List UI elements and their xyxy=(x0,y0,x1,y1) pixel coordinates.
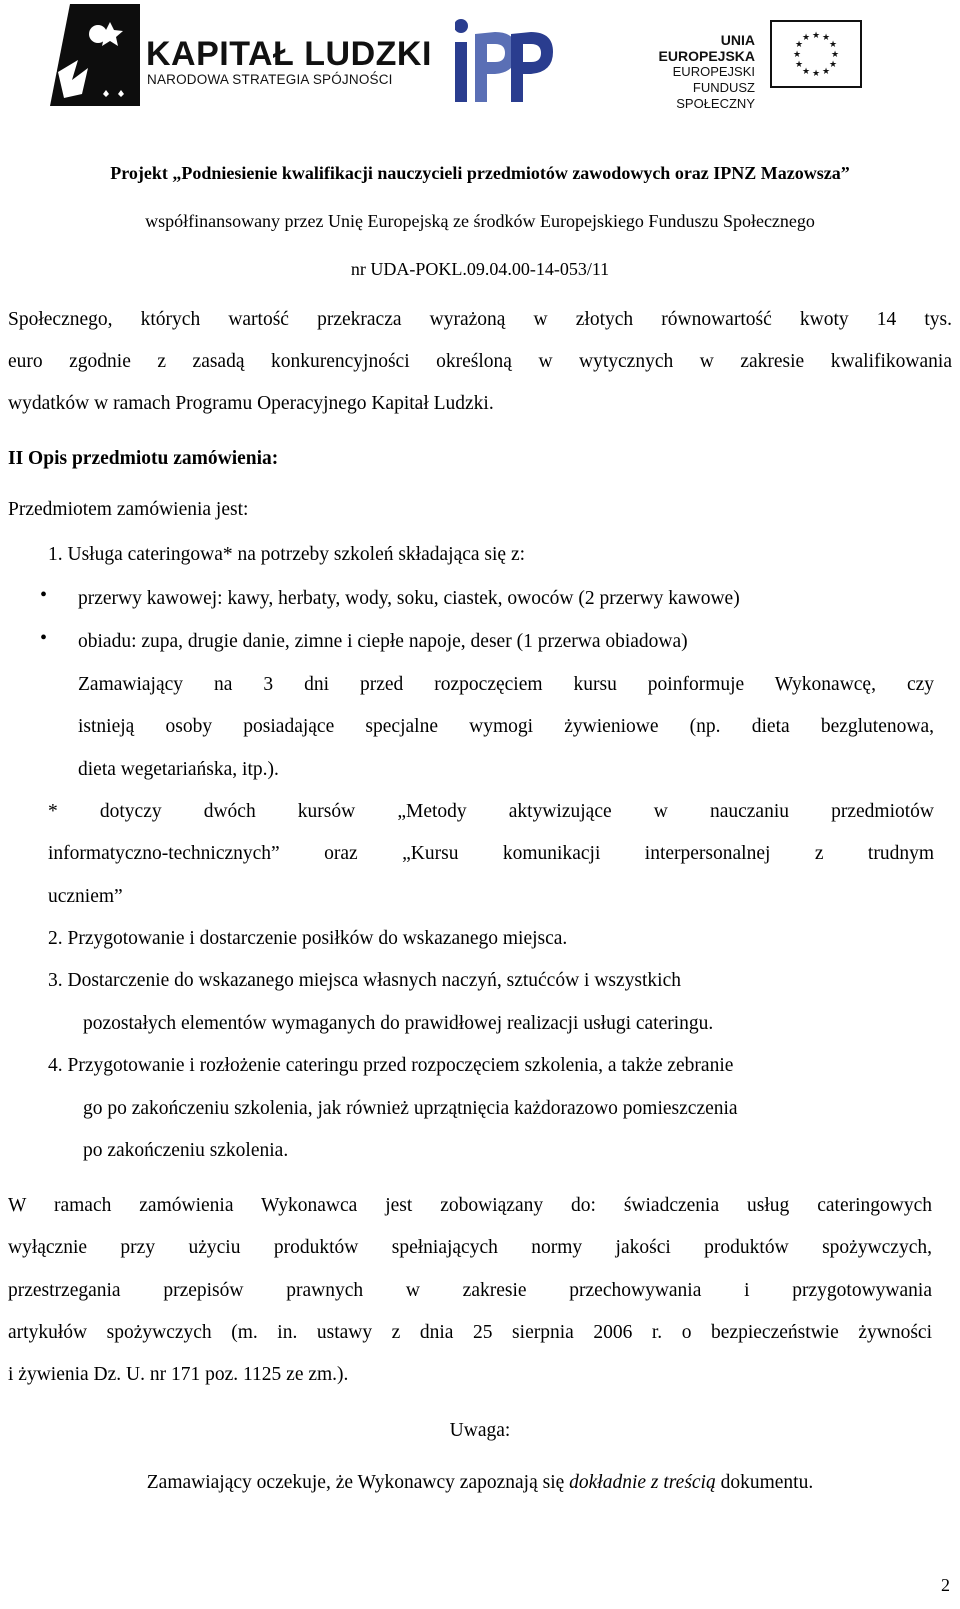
intro-line-1: Społecznego, których wartość przekracza wyrażoną w złotych równowartość kwoty 14 tys. xyxy=(8,309,952,330)
section-heading: II Opis przedmiotu zamówienia: xyxy=(8,448,279,469)
svg-text:★: ★ xyxy=(811,69,821,79)
paragraph-line-1: W ramach zamówienia Wykonawca jest zobowiązany do: świadczenia usług cateringowych xyxy=(8,1195,932,1216)
eu-line-2: EUROPEJSKI xyxy=(672,64,755,79)
note-line-2: istnieją osoby posiadające specjalne wymogi żywieniowe (np. dieta bezglutenowa, xyxy=(78,716,934,737)
intro-line-2: euro zgodnie z zasadą konkurencyjności określoną w wytycznych w zakresie kwalifikowania xyxy=(8,351,952,372)
footnote-line-3: uczniem” xyxy=(48,886,123,907)
eu-line-3: FUNDUSZ SPOŁECZNY xyxy=(676,80,755,111)
note-line-3: dieta wegetariańska, itp.). xyxy=(78,759,279,780)
kapital-ludzki-emblem-icon xyxy=(48,2,144,108)
final-note-emphasis: dokładnie z treścią xyxy=(569,1472,716,1493)
svg-text:★: ★ xyxy=(794,40,804,50)
bullet-item-1: przerwy kawowej: kawy, herbaty, wody, soku, ciastek, owoców (2 przerwy kawowe) xyxy=(78,588,740,609)
footnote-line-1: * dotyczy dwóch kursów „Metody aktywizujące w nauczaniu przedmiotów xyxy=(48,801,934,822)
footnote-line-2: informatyczno-technicznych” oraz „Kursu komunikacji interpersonalnej z trudnym xyxy=(48,843,934,864)
svg-text:★: ★ xyxy=(828,40,838,50)
paragraph-line-5: i żywienia Dz. U. nr 171 poz. 1125 ze zm.). xyxy=(8,1364,349,1385)
list-item-4-line-2: go po zakończeniu szkolenia, jak również uprzątnięcia każdorazowo pomieszczenia xyxy=(83,1098,738,1119)
svg-text:★: ★ xyxy=(811,31,821,41)
project-title: Projekt „Podniesienie kwalifikacji nauczycieli przedmiotów zawodowych oraz IPNZ Mazowsza” xyxy=(110,163,850,183)
eu-line-1: UNIA EUROPEJSKA xyxy=(658,32,755,64)
list-item-4-line-1: 4. Przygotowanie i rozłożenie cateringu przed rozpoczęciem szkolenia, a także zebranie xyxy=(48,1055,734,1076)
eu-flag-icon xyxy=(770,20,862,88)
paragraph-line-3: przestrzegania przepisów prawnych w zakresie przechowywania i przygotowywania xyxy=(8,1280,932,1301)
svg-text:★: ★ xyxy=(794,60,804,70)
note-line-1: Zamawiający na 3 dni przed rozpoczęciem kursu poinformuje Wykonawcę, czy xyxy=(78,674,934,695)
cofinance-line: współfinansowany przez Unię Europejską ze środków Europejskiego Funduszu Społecznego xyxy=(145,211,815,231)
svg-text:★: ★ xyxy=(801,33,811,43)
list-item-1: 1. Usługa cateringowa* na potrzeby szkoleń składająca się z: xyxy=(48,544,526,565)
list-item-4-line-3: po zakończeniu szkolenia. xyxy=(83,1140,289,1161)
page-number: 2 xyxy=(941,1575,950,1595)
uwaga-heading: Uwaga: xyxy=(449,1420,511,1441)
paragraph-line-4: artykułów spożywczych (m. in. ustawy z dnia 25 sierpnia 2006 r. o bezpieczeństwie żywności xyxy=(8,1322,932,1343)
svg-text:★: ★ xyxy=(821,67,831,77)
svg-text:★: ★ xyxy=(821,33,831,43)
project-number: nr UDA-POKL.09.04.00-14-053/11 xyxy=(350,259,610,279)
bullet-item-2: obiadu: zupa, drugie danie, zimne i ciepłe napoje, deser (1 przerwa obiadowa) xyxy=(78,631,688,652)
svg-text:★: ★ xyxy=(792,50,802,60)
eu-logo-text xyxy=(625,32,755,112)
kapital-ludzki-title: KAPITAŁ LUDZKI xyxy=(146,35,432,73)
bullet-icon: • xyxy=(40,584,48,606)
paragraph-line-2: wyłącznie przy użyciu produktów spełniających normy jakości produktów spożywczych, xyxy=(8,1237,932,1258)
kapital-ludzki-subtitle: NARODOWA STRATEGIA SPÓJNOŚCI xyxy=(147,72,393,87)
list-item-3-line-2: pozostałych elementów wymaganych do prawidłowej realizacji usługi cateringu. xyxy=(83,1013,714,1034)
list-item-2: 2. Przygotowanie i dostarczenie posiłków do wskazanego miejsca. xyxy=(48,928,568,949)
svg-text:★: ★ xyxy=(801,67,811,77)
final-note-part-1: Zamawiający oczekuje, że Wykonawcy zapoznają się xyxy=(146,1472,570,1493)
final-note xyxy=(0,1472,960,1494)
ipnz-logo-icon xyxy=(455,14,555,106)
svg-text:★: ★ xyxy=(830,50,840,60)
svg-text:★: ★ xyxy=(828,60,838,70)
subject-lead: Przedmiotem zamówienia jest: xyxy=(8,499,249,520)
intro-line-3: wydatków w ramach Programu Operacyjnego Kapitał Ludzki. xyxy=(8,393,494,414)
kapital-ludzki-logo xyxy=(48,2,432,112)
bullet-icon: • xyxy=(40,627,48,649)
final-note-part-3: dokumentu. xyxy=(715,1472,814,1493)
list-item-3-line-1: 3. Dostarczenie do wskazanego miejsca własnych naczyń, sztućców i wszystkich xyxy=(48,970,681,991)
